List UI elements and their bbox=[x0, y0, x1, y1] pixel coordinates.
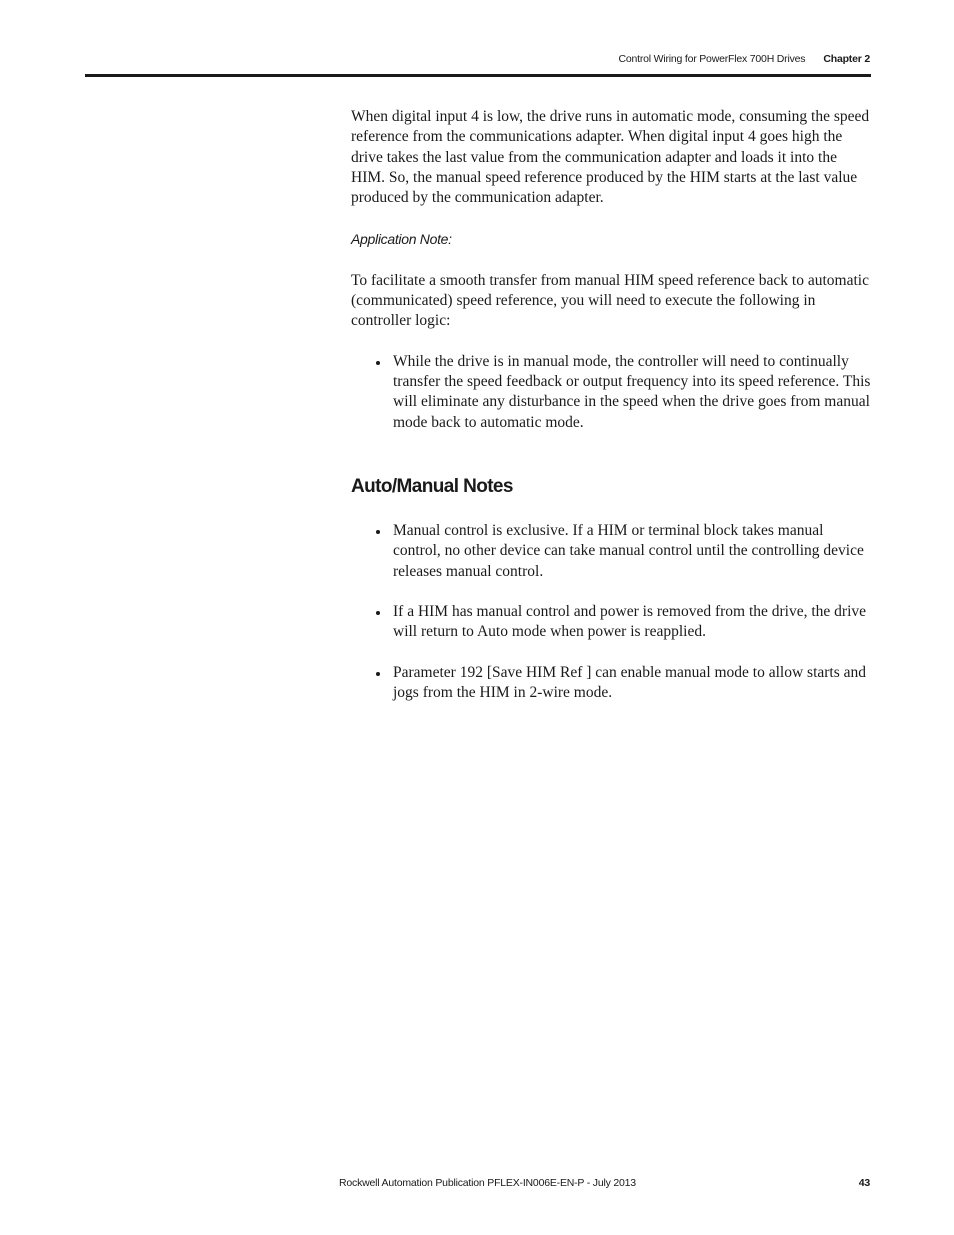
list-item: Manual control is exclusive. If a HIM or terminal block takes manual control, no other device can take manual control until the controlling device releases manual control. bbox=[351, 521, 871, 582]
header-rule bbox=[85, 74, 871, 77]
paragraph-smooth-transfer: To facilitate a smooth transfer from manual HIM speed reference back to automatic (communicated) speed reference, you will need to execute the following in controller logic: bbox=[351, 271, 869, 330]
bullet-list-auto-manual-notes bbox=[351, 521, 871, 703]
running-header bbox=[618, 53, 870, 65]
list-item: If a HIM has manual control and power is removed from the drive, the drive will return to Auto mode when power is reapplied. bbox=[351, 602, 871, 643]
publication-info: Rockwell Automation Publication PFLEX-IN006E-EN-P - July 2013 bbox=[339, 1177, 636, 1189]
bullet-list-controller-logic bbox=[351, 352, 871, 433]
page-content bbox=[351, 107, 871, 723]
header-title: Control Wiring for PowerFlex 700H Drives bbox=[618, 53, 806, 65]
header-chapter: Chapter 2 bbox=[823, 53, 870, 65]
page-number: 43 bbox=[858, 1177, 870, 1189]
list-item: While the drive is in manual mode, the controller will need to continually transfer the speed feedback or output frequency into its speed reference. This will eliminate any disturbance in the speed when the drive goes from manual mode back to automatic mode. bbox=[351, 352, 871, 433]
section-heading: Auto/Manual Notes bbox=[351, 475, 513, 497]
paragraph-digital-input: When digital input 4 is low, the drive runs in automatic mode, consuming the speed reference from the communications adapter. When digital input 4 goes high the drive takes the last value from the communication adapter and loads it into the HIM. So, the manual speed reference produced by the HIM starts at the last value produced by the communication adapter. bbox=[351, 108, 870, 207]
list-item: Parameter 192 [Save HIM Ref ] can enable manual mode to allow starts and jogs from the HIM in 2-wire mode. bbox=[351, 663, 871, 704]
application-note-label: Application Note: bbox=[351, 231, 452, 248]
